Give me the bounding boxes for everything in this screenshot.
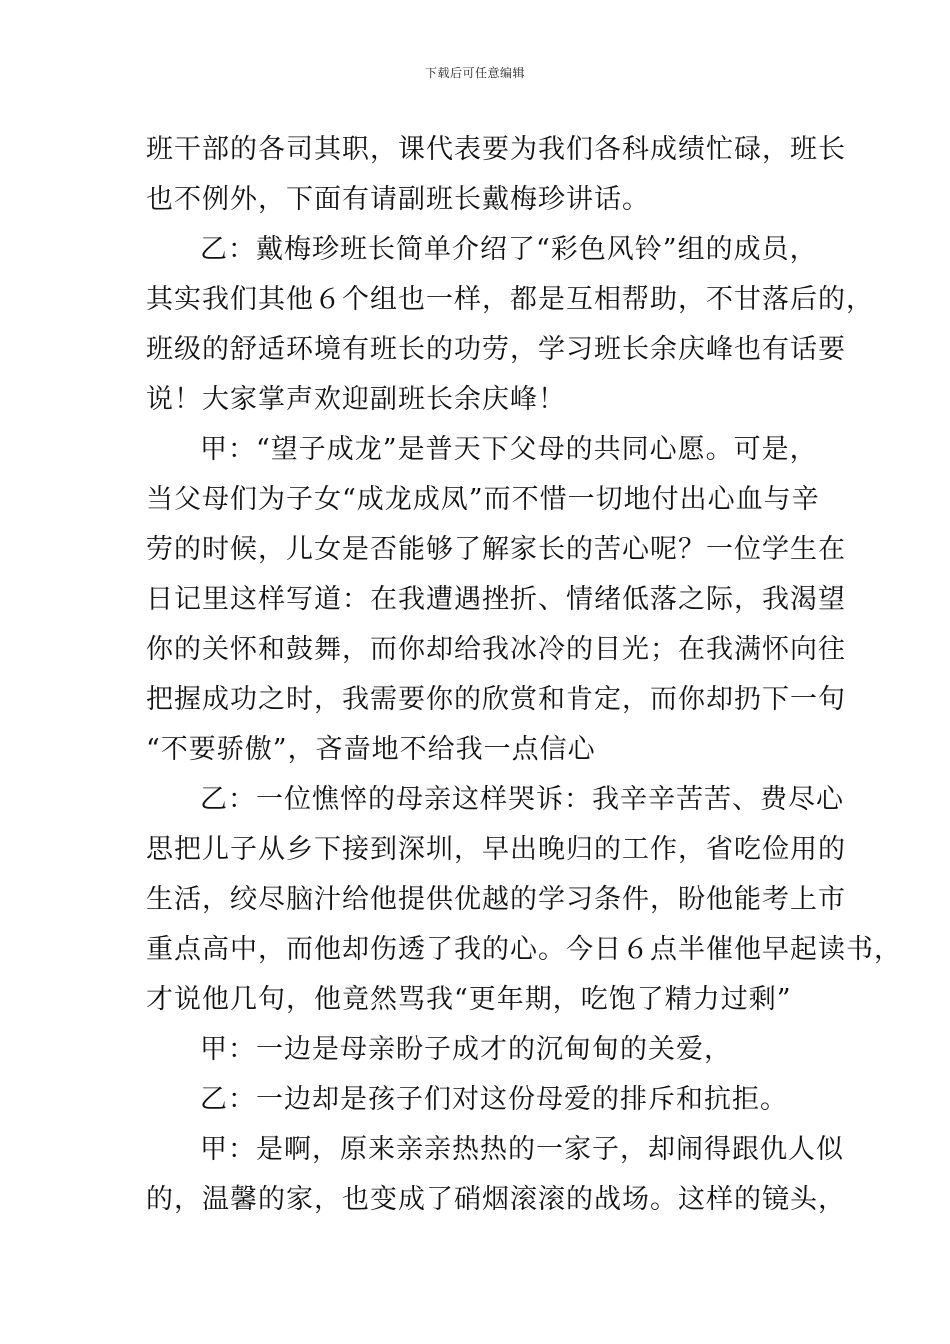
text-line: 劳的时候，儿女是否能够了解家长的苦心呢？一位学生在 <box>146 534 846 565</box>
text-line: 甲：一边是母亲盼子成才的沉甸甸的关爱， <box>200 1034 732 1065</box>
text-line: 班级的舒适环境有班长的功劳，学习班长余庆峰也有话要 <box>146 334 846 365</box>
text-line: 其实我们其他６个组也一样，都是互相帮助，不甘落后的， <box>146 284 874 315</box>
page-header: 下载后可任意编辑 <box>424 66 525 80</box>
text-line: 你的关怀和鼓舞，而你却给我冰冷的目光；在我满怀向往 <box>146 634 846 665</box>
text-line: 生活，绞尽脑汁给他提供优越的学习条件，盼他能考上市 <box>146 884 846 915</box>
text-line: 说！大家掌声欢迎副班长余庆峰！ <box>146 384 566 415</box>
document-body <box>146 128 902 1228</box>
text-line: 的，温馨的家，也变成了硝烟滚滚的战场。这样的镜头， <box>146 1184 846 1215</box>
text-line: “不要骄傲”，吝啬地不给我一点信心 <box>146 734 596 765</box>
text-line: 乙：戴梅珍班长简单介绍了“彩色风铃”组的成员， <box>200 234 818 265</box>
text-line: 重点高中，而他却伤透了我的心。今日６点半催他早起读书， <box>146 934 902 965</box>
text-line: 乙：一位憔悴的母亲这样哭诉：我辛辛苦苦、费尽心 <box>200 784 844 815</box>
text-line: 甲：是啊，原来亲亲热热的一家子，却闹得跟仇人似 <box>200 1134 844 1165</box>
text-line: 也不例外，下面有请副班长戴梅珍讲话。 <box>146 184 650 215</box>
text-line: 乙：一边却是孩子们对这份母爱的排斥和抗拒。 <box>200 1084 788 1115</box>
text-line: 当父母们为子女“成龙成凤”而不惜一切地付出心血与辛 <box>146 484 820 515</box>
text-line: 把握成功之时，我需要你的欣赏和肯定，而你却扔下一句 <box>146 684 846 715</box>
text-line: 才说他几句，他竟然骂我“更年期，吃饱了精力过剩” <box>146 984 792 1015</box>
text-line: 甲：“望子成龙”是普天下父母的共同心愿。可是， <box>200 434 818 465</box>
text-line: 班干部的各司其职，课代表要为我们各科成绩忙碌，班长 <box>146 134 846 165</box>
text-line: 思把儿子从乡下接到深圳，早出晚归的工作，省吃俭用的 <box>146 834 846 865</box>
text-line: 日记里这样写道：在我遭遇挫折、情绪低落之际，我渴望 <box>146 584 846 615</box>
